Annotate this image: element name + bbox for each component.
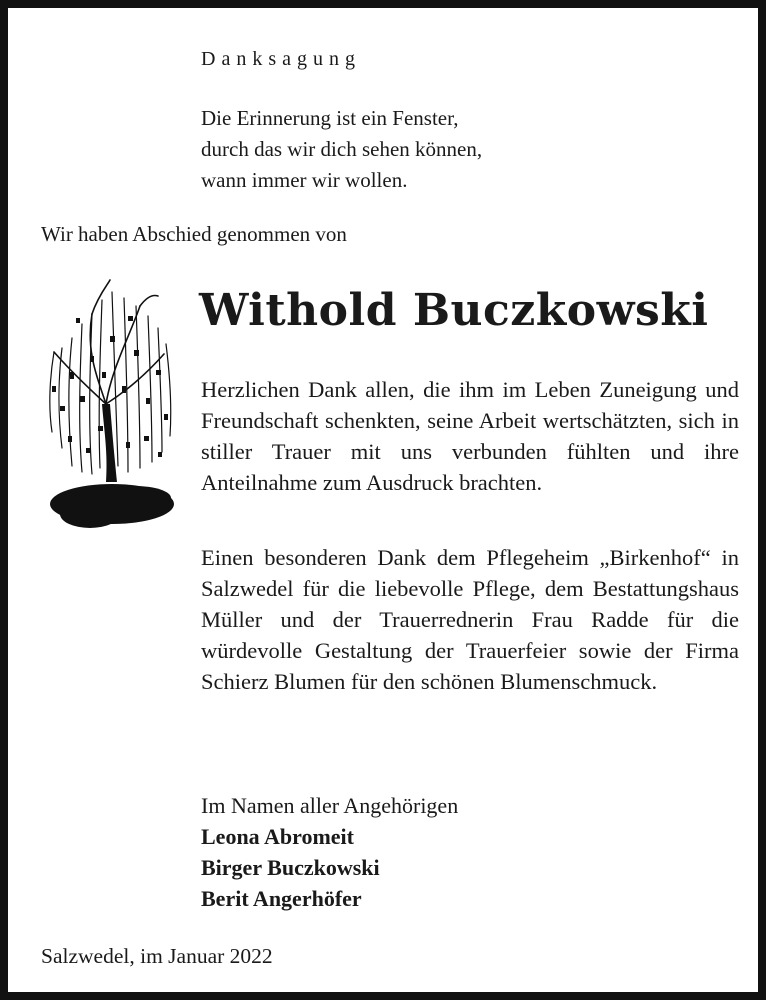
closing-line: Im Namen aller Angehörigen (201, 793, 459, 818)
poem-line: wann immer wir wollen. (201, 168, 408, 192)
memorial-poem (201, 103, 482, 196)
place-date: Salzwedel, im Januar 2022 (41, 944, 273, 968)
weeping-willow-tree-icon (40, 276, 182, 538)
closing-block (201, 790, 458, 914)
thanks-paragraph: Herzlichen Dank allen, die ihm im Leben Zuneigung und Freundschaft schenkten, seine Arbeit wertschätzten, sich in stiller Trauer mit uns verbunden fühlten und ihre Anteilnahme zum Ausdruck brachten. (201, 377, 739, 495)
signatory-name: Berit Angerhöfer (201, 886, 362, 911)
poem-line: durch das wir dich sehen können, (201, 137, 483, 161)
intro-line: Wir haben Abschied genommen von (41, 222, 347, 246)
special-thanks-paragraph: Einen besonderen Dank dem Pflegeheim „Birkenhof“ in Salzwedel für die liebevolle Pflege, dem Bestattungshaus Müller und der Trauerrednerin Frau Radde für die würdevolle Gestaltung der Trauerfeier sowie der Firma Schierz Blumen für den schönen Blumenschmuck. (201, 545, 739, 694)
signatory-name: Leona Abromeit (201, 824, 354, 849)
deceased-name: Withold Buczkowski (199, 285, 709, 336)
signatory-name: Birger Buczkowski (201, 855, 380, 880)
poem-line: Die Erinnerung ist ein Fenster, (201, 106, 459, 130)
notice-header: Danksagung (201, 48, 361, 70)
